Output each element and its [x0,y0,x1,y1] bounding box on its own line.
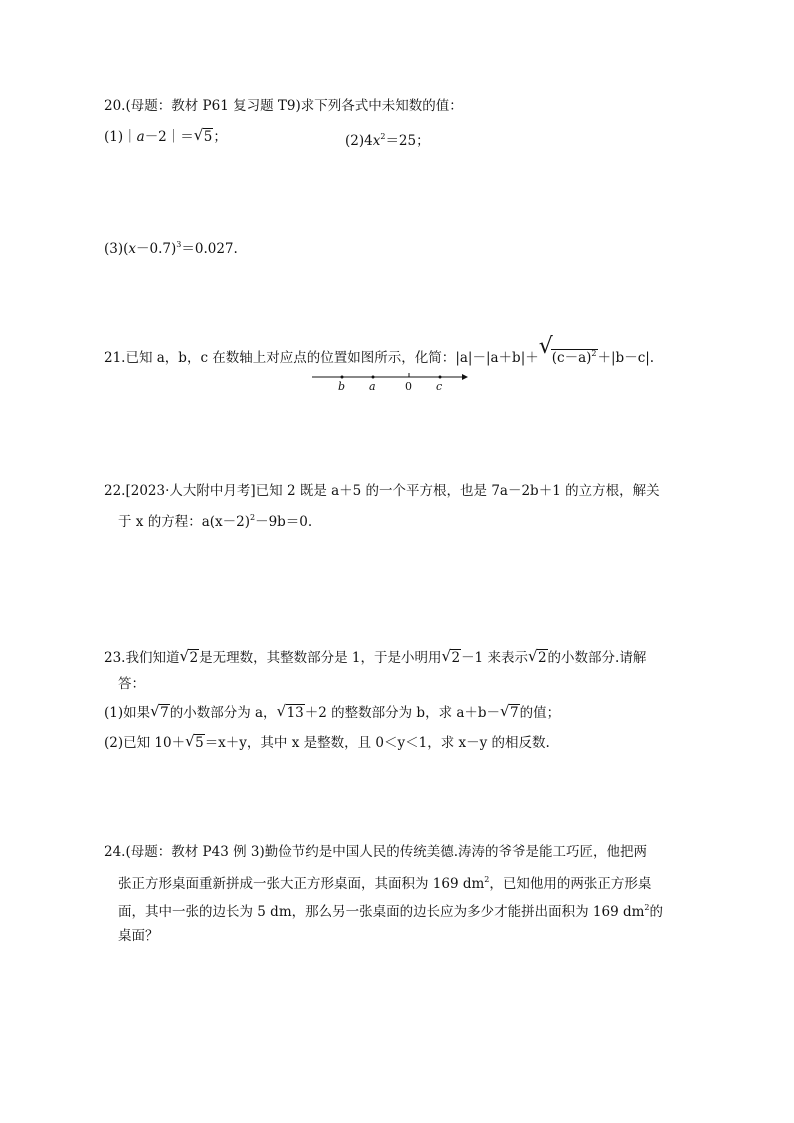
q22-line2-end: －9b＝0. [255,514,313,530]
q23-p1-d: 的值； [519,705,561,721]
sqrt-sign-icon: √ [538,334,553,359]
q23-p2-a: (2)已知 10＋ [104,735,186,751]
q22-line2 [118,508,312,532]
q20-title: 20.(母题：教材 P61 复习题 T9)求下列各式中未知数的值： [104,98,463,114]
q23-l1-sqrt3: √ 2 [527,647,547,666]
q21-sqrt [538,334,598,368]
q23-line1 [104,648,646,668]
q20-p1-radicand: 5 [203,129,213,145]
q24-line4: 桌面？ [118,928,159,944]
q20-part3 [104,235,238,259]
q20-p2-exp: 2 [380,132,386,141]
q22-line2-exp: 2 [249,513,256,522]
q23-part2 [104,733,550,753]
q20-p1-mid: －2｜＝ [144,129,194,145]
q23-p1-sqrt2: √ 13 [276,702,304,721]
q20-p2-end: ＝25； [385,133,430,149]
q22-line1: 22.[2023·人大附中月考]已知 2 既是 a＋5 的一个平方根，也是 7a－2b＋1 的立方根，解关 [104,483,660,499]
q23-l1-a: 23.我们知道 [104,650,180,666]
number-line [312,368,472,402]
q20-p2-var: x [372,133,381,149]
q23-p2-sqrt: √ 5 [185,732,204,751]
q24-line3-exp: 2 [644,903,650,912]
q23-p1-a: (1)如果 [104,705,151,721]
q24-line2-b: ，已知他用的两张正方形桌 [489,876,652,892]
axis-label-b: b [338,380,346,393]
q20-p3-end: ＝0.027. [181,241,238,257]
q20-part2 [345,127,430,151]
axis-label-c: c [436,380,443,393]
q24-line3-a: 面，其中一张的边长为 5 dm，那么另一张桌面的边长应为多少才能拼出面积为 169 dm [118,904,645,920]
sqrt-sign-icon: √ [185,732,195,750]
q23-p2-b: ＝x＋y，其中 x 是整数，且 0＜y＜1，求 x－y 的相反数. [204,735,550,751]
q20-p1-var: a [136,129,145,145]
sqrt-sign-icon: √ [527,647,538,665]
number-line-svg [312,368,472,398]
sqrt-sign-icon: √ [193,126,204,144]
point-b [341,376,344,379]
q24-line3-b: 的 [649,904,664,920]
q20-p3-mid: －0.7) [136,241,177,257]
q20-p1-end: ； [213,129,227,145]
q20-part1 [104,127,227,147]
q23-l1-d: 的小数部分.请解 [547,650,647,666]
q23-l1-sqrt2: √ 2 [441,647,461,666]
q21-expr-b: ＋|b－c|. [597,350,655,366]
q24-line2-a: 张正方形桌面重新拼成一张大正方形桌面，其面积为 169 dm [118,876,485,892]
sqrt-sign-icon: √ [150,702,160,720]
sqrt-sign-icon: √ [276,702,287,720]
q21-text: 21.已知 a，b，c 在数轴上对应点的位置如图所示，化简： [104,350,456,366]
q21-radicand: $(c-a)^2$ [551,349,597,366]
q22-line2-prefix: 于 x 的方程：a(x－2) [118,514,250,530]
axis-label-a: a [369,380,376,393]
q20-p3-prefix: (3)( [104,241,129,257]
q24-line3 [118,898,663,922]
q23-p1-c: ＋2 的整数部分为 b，求 a＋b－ [304,705,501,721]
q23-part1 [104,703,560,723]
q20-p1-prefix: (1)｜ [104,129,137,145]
sqrt-sign-icon: √ [441,647,452,665]
q20-p2-prefix: (2)4 [345,133,373,149]
arrow-right-icon [462,374,468,380]
q23-line2: 答： [118,676,145,692]
q20-p3-var: x [128,241,137,257]
q23-p1-sqrt3: √ 7 [500,702,519,721]
q21-expr-a: |a|－|a＋b|＋ [455,350,539,366]
q24-line2 [118,870,651,894]
sqrt-sign-icon: √ [179,647,190,665]
q20-p1-sqrt [194,127,214,147]
q23-p1-sqrt1: √ 7 [150,702,169,721]
q23-l1-c: －1 来表示 [461,650,528,666]
q23-l1-b: 是无理数，其整数部分是 1，于是小明用 [199,650,442,666]
q23-l1-sqrt1: √ 2 [179,647,199,666]
q20-p3-exp: 3 [176,240,182,249]
point-a [372,376,375,379]
q24-line1: 24.(母题：教材 P43 例 3)勤俭节约是中国人民的传统美德.涛涛的爷爷是能工巧匠，他把两 [104,844,648,860]
point-c [439,376,442,379]
q21-statement [104,334,655,368]
q23-p1-b: 的小数部分为 a， [169,705,277,721]
q24-line2-exp: 2 [484,875,490,884]
sqrt-sign-icon: √ [500,702,510,720]
axis-label-zero: 0 [405,380,412,393]
